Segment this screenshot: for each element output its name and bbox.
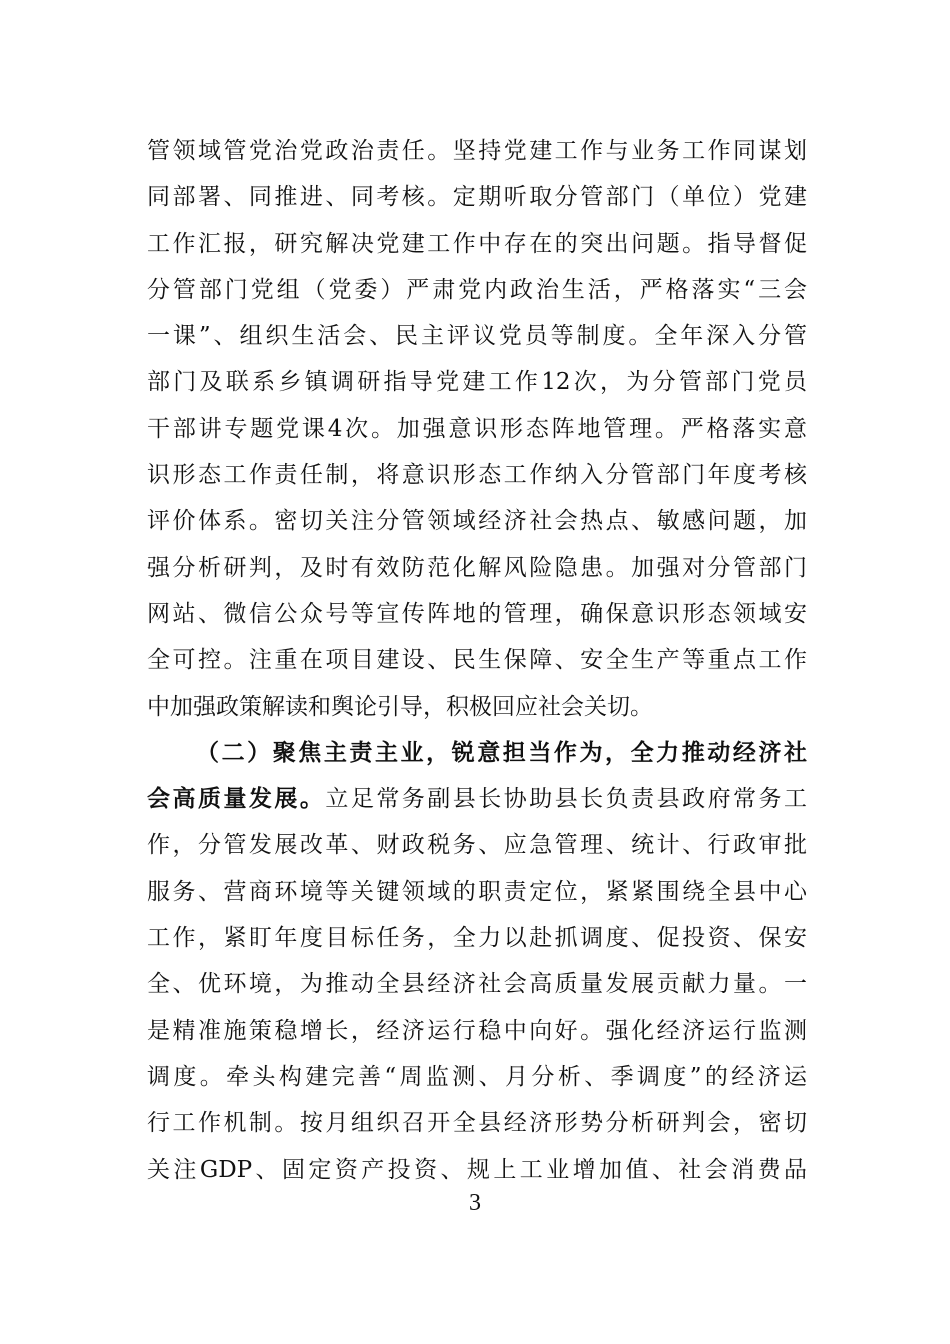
text-line: 强分析研判，及时有效防范化解风险隐患。加强对分管部门 [147, 554, 807, 581]
text-line: 网站、微信公众号等宣传阵地的管理，确保意识形态领域安 [147, 600, 807, 627]
section-heading: （二）聚焦主责主业，锐意担当作为，全力推动经济社 [196, 738, 807, 766]
text-line [147, 776, 807, 822]
text-line: 服务、营商环境等关键领域的职责定位，紧紧围绕全县中心 [147, 878, 807, 905]
text-line: 行工作机制。按月组织召开全县经济形势分析研判会，密切 [147, 1110, 807, 1137]
document-body [147, 128, 807, 1193]
text-line: 工作，紧盯年度目标任务，全力以赴抓调度、促投资、保安 [147, 925, 807, 952]
text-line: 关注GDP、固定资产投资、规上工业增加值、社会消费品 [147, 1156, 807, 1183]
text-line: 管领域管党治党政治责任。坚持党建工作与业务工作同谋划 [147, 138, 807, 164]
text-line: 同部署、同推进、同考核。定期听取分管部门（单位）党建 [147, 184, 807, 211]
text-line: 分管部门党组（党委）严肃党内政治生活，严格落实“三会 [147, 276, 807, 303]
page-number: 3 [469, 1190, 481, 1216]
text-line: 全可控。注重在项目建设、民生保障、安全生产等重点工作 [147, 647, 807, 674]
text-line: 评价体系。密切关注分管领域经济社会热点、敏感问题，加 [147, 508, 807, 535]
text-line: 调度。牵头构建完善“周监测、月分析、季调度”的经济运 [147, 1063, 807, 1090]
text-line: 干部讲专题党课4次。加强意识形态阵地管理。严格落实意 [147, 415, 807, 442]
text-line: 中加强政策解读和舆论引导，积极回应社会关切。 [147, 693, 653, 720]
text-span: 立足常务副县长协助县长负责县政府常务工 [325, 786, 808, 813]
text-line: 工作汇报，研究解决党建工作中存在的突出问题。指导督促 [147, 230, 807, 257]
text-line: 一课”、组织生活会、民主评议党员等制度。全年深入分管 [147, 323, 807, 350]
text-line: 部门及联系乡镇调研指导党建工作12次，为分管部门党员 [147, 369, 807, 396]
text-line: 作，分管发展改革、财政税务、应急管理、统计、行政审批 [147, 832, 807, 859]
section-heading-end: 会高质量发展。 [147, 785, 326, 813]
text-line: 是精准施策稳增长，经济运行稳中向好。强化经济运行监测 [147, 1017, 807, 1044]
text-line: 识形态工作责任制，将意识形态工作纳入分管部门年度考核 [147, 462, 807, 489]
text-line: 全、优环境，为推动全县经济社会高质量发展贡献力量。一 [147, 971, 807, 998]
